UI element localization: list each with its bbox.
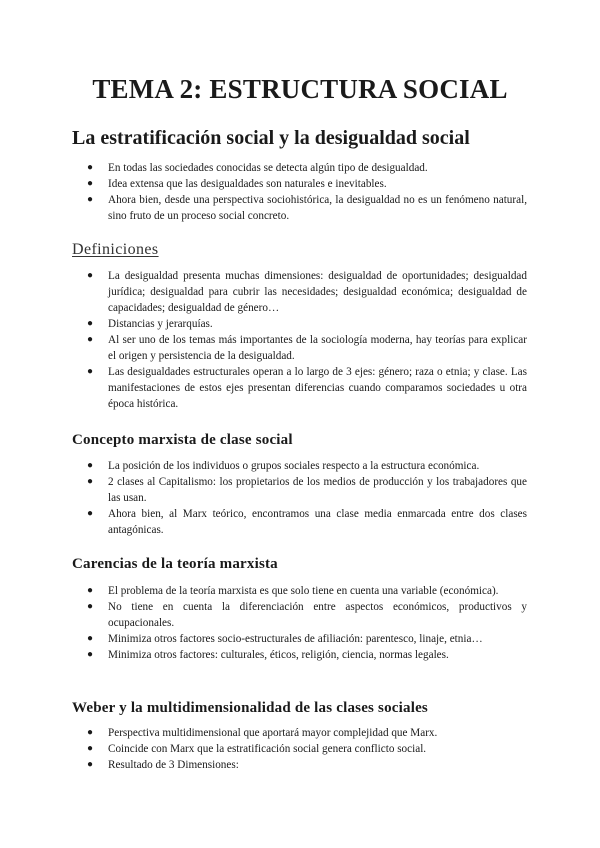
bullet-icon: ● (87, 178, 94, 189)
bullet-list-definiciones (87, 268, 527, 412)
bullet-list-weber (87, 725, 527, 773)
bullet-icon: ● (87, 334, 94, 345)
list-item: ● Al ser uno de los temas más importantes de la sociología moderna, hay teorías para explicar el origen y persistencia de la desigualdad. (87, 334, 527, 362)
bullet-icon: ● (87, 270, 94, 281)
list-item: ● Resultado de 3 Dimensiones: (87, 759, 239, 771)
list-item: ● Ahora bien, desde una perspectiva sociohistórica, la desigualdad no es un fenómeno natural, sino fruto de un proceso social concreto. (87, 194, 527, 222)
bullet-icon: ● (87, 585, 94, 596)
bullet-icon: ● (87, 633, 94, 644)
list-item: ● La posición de los individuos o grupos sociales respecto a la estructura económica. (87, 460, 480, 472)
list-item: ● 2 clases al Capitalismo: los propietarios de los medios de producción y los trabajadores que las usan. (87, 476, 527, 504)
list-item: ● Minimiza otros factores socio-estructurales de afiliación: parentesco, linaje, etnia… (87, 633, 483, 645)
bullet-list-estratificacion (87, 160, 527, 224)
bullet-icon: ● (87, 476, 94, 487)
bullet-icon: ● (87, 727, 94, 738)
list-item: ● Distancias y jerarquías. (87, 318, 213, 330)
section-heading-estratificacion: La estratificación social y la desigualdad social (72, 127, 470, 149)
list-item: ● La desigualdad presenta muchas dimensiones: desigualdad de oportunidades; desigualdad jurídica; desigualdad para cubrir las necesidades; desigualdad económica; desigualdad de capacidades; desigualdad de género… (87, 270, 527, 314)
bullet-icon: ● (87, 318, 94, 329)
section-heading-weber: Weber y la multidimensionalidad de las clases sociales (72, 700, 428, 716)
bullet-icon: ● (87, 759, 94, 770)
list-item: ● No tiene en cuenta la diferenciación entre aspectos económicos, productivos y ocupacionales. (87, 601, 527, 629)
section-heading-definiciones: Definiciones (72, 241, 159, 258)
bullet-icon: ● (87, 649, 94, 660)
bullet-icon: ● (87, 601, 94, 612)
list-item: ● Ahora bien, al Marx teórico, encontramos una clase media enmarcada entre dos clases antagónicas. (87, 508, 527, 536)
list-item: ● En todas las sociedades conocidas se detecta algún tipo de desigualdad. (87, 162, 428, 174)
bullet-icon: ● (87, 366, 94, 377)
bullet-icon: ● (87, 743, 94, 754)
section-heading-marxista: Concepto marxista de clase social (72, 432, 293, 448)
bullet-icon: ● (87, 162, 94, 173)
list-item: ● Minimiza otros factores: culturales, éticos, religión, ciencia, normas legales. (87, 649, 449, 661)
bullet-list-carencias (87, 583, 527, 663)
list-item: ● Perspectiva multidimensional que aportará mayor complejidad que Marx. (87, 727, 438, 739)
list-item: ● Coincide con Marx que la estratificación social genera conflicto social. (87, 743, 427, 755)
document-title: TEMA 2: ESTRUCTURA SOCIAL (92, 74, 508, 104)
section-heading-carencias: Carencias de la teoría marxista (72, 556, 278, 572)
list-item: ● Idea extensa que las desigualdades son naturales e inevitables. (87, 178, 387, 190)
bullet-icon: ● (87, 508, 94, 519)
list-item: ● Las desigualdades estructurales operan a lo largo de 3 ejes: género; raza o etnia; y clase. Las manifestaciones de estos ejes presentan diferencias cuando comparamos sociedades u otra época histórica. (87, 366, 527, 410)
bullet-icon: ● (87, 460, 94, 471)
bullet-list-marxista (87, 458, 527, 538)
list-item: ● El problema de la teoría marxista es que solo tiene en cuenta una variable (económica). (87, 585, 499, 597)
bullet-icon: ● (87, 194, 94, 205)
